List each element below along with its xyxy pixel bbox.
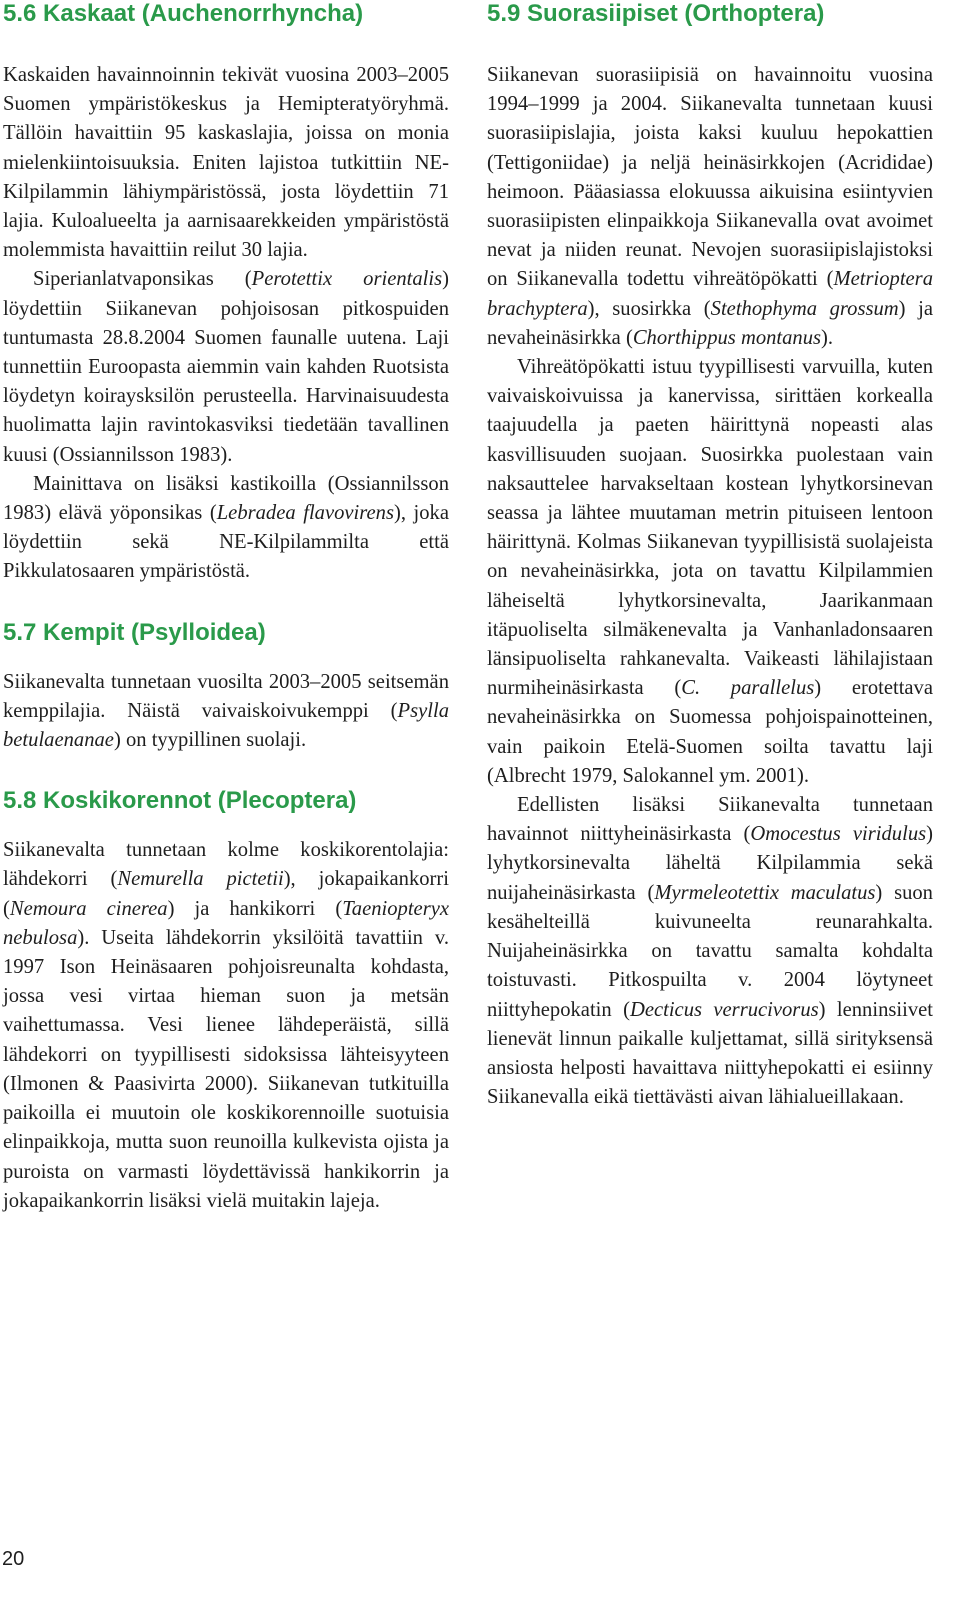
section-5-6-heading: 5.6 Kaskaat (Auchenorrhyncha)	[3, 0, 364, 27]
section-5-6-paragraph-1: Kaskaiden havainnoinnin tekivät vuosina 2003–2005 Suomen ympäristökeskus ja Hemipteratyöryhmä. Tällöin havaittiin 95 kaskaslajia, joissa on monia mielenkiintoisuuksia. Eniten lajistoa tutkittiin NE-Kilpilammin lähiympäristössä, josta löydettiin 71 lajia. Kuloalueelta ja aarnisaarekkeiden ympäristöstä molemmista havaittiin reilut 30 lajia.	[3, 64, 449, 262]
section-5-6-paragraph-3: Mainittava on lisäksi kastikoilla (Ossiannilsson 1983) elävä yöponsikas (Lebradea flavovirens), joka löydettiin sekä NE-Kilpilammilta että Pikkulatosaaren ympäristöstä.	[3, 472, 449, 583]
section-5-9-paragraph-3: Edellisten lisäksi Siikanevalta tunnetaan havainnot niittyheinäsirkasta (Omocestus viridulus) lyhytkorsinevalta läheltä Kilpilammia sekä nuijaheinäsirkasta (Myrmeleotettix maculatus) suon kesähelteillä kuivuneelta reunarahkalta. Nuijaheinäsirkka on tavattu samalta kohdalta toistuvasti. Pitkospuilta v. 2004 löytyneet niittyhepokatin (Decticus verrucivorus) lenninsiivet lienevät linnun paikalle kuljettamat, sillä sirityksensä ansiosta helposti havaittava niittyhepokatti ei esiinny Siikanevalla eikä tiettävästi aivan lähialueillakaan.	[487, 794, 933, 1109]
section-5-9-paragraph-1: Siikanevan suorasiipisiä on havainnoitu vuosina 1994–1999 ja 2004. Siikanevalta tunnetaan kuusi suorasiipislajia, joista kaksi kuuluu hepokattien (Tettigoniidae) ja neljä heinäsirkkojen (Acrididae) heimoon. Pääasiassa elokuussa aikuisina esiintyvien suorasiipisten elinpaikkoja Siikanevalla ovat avoimet nevat ja niiden reunat. Nevojen suorasiipislajistoksi on Siikanevalla todettu vihreätöpökatti (Metrioptera brachyptera), suosirkka (Stethophyma grossum) ja nevaheinäsirkka (Chorthippus montanus).	[487, 64, 933, 349]
section-5-7-paragraph-1: Siikanevalta tunnetaan vuosilta 2003–2005 seitsemän kemppilajia. Näistä vaivaiskoivukemppi (Psylla betulaenanae) on tyypillinen suolaji.	[3, 670, 449, 752]
section-5-8-heading: 5.8 Koskikorennot (Plecoptera)	[3, 787, 357, 815]
section-5-6-paragraph-2: Siperianlatvaponsikas (Perotettix orientalis) löydettiin Siikanevan pohjoisosan pitkospuiden tuntumasta 28.8.2004 Suomen faunalle uutena. Laji tunnettiin Euroopasta aiemmin vain kahden Ruotsista löydetyn koiraysksilön perusteella. Harvinaisuudesta huolimatta lajin ravintokasviksi tiedetään tavallinen kuusi (Ossiannilsson 1983).	[3, 268, 449, 466]
left-column	[3, 0, 449, 1216]
section-5-7-heading: 5.7 Kempit (Psylloidea)	[3, 618, 266, 646]
page-number: 20	[2, 1548, 25, 1570]
section-5-9-heading: 5.9 Suorasiipiset (Orthoptera)	[487, 0, 825, 27]
section-5-8-paragraph-1: Siikanevalta tunnetaan kolme koskikorentolajia: lähdekorri (Nemurella pictetii), jokapaikankorri (Nemoura cinerea) ja hankikorri (Taeniopteryx nebulosa). Useita lähdekorrin yksilöitä tavattiin v. 1997 Ison Heinäsaaren pohjoisreunalta kohdasta, jossa vesi virtaa hieman suon ja metsän vaihettumassa. Vesi lienee lähdeperäistä, sillä lähdekorri on tyypillisesti sidoksissa lähteisyyteen (Ilmonen & Paasivirta 2000). Siikanevan tutkituilla paikoilla ei muutoin ole koskikorennoille suotuisia elinpaikkoja, mutta suon reunoilla kulkevista ojista ja puroista on varmasti löydettävissä hankikorrin ja jokapaikankorrin lisäksi vielä muitakin lajeja.	[3, 839, 449, 1212]
section-5-9-paragraph-2: Vihreätöpökatti istuu tyypillisesti varvuilla, kuten vaivaiskoivuissa ja kanervissa, sirittäen korkealla taajuudella ja paeten häirittynä nopeasti alas kasvillisuuden suojaan. Suosirkka puolestaan vain naksauttelee harvakseltaan kostean lyhytkorsinevan seassa ja lähtee muutaman metrin pituiseen lentoon häirittynä. Kolmas Siikanevan tyypillisistä suolajeista on nevaheinäsirkka, jota on tavattu Kilpilammien läheiseltä lyhytkorsinevalta, Jaarikanmaan itäpuoliselta silmäkenevalta ja Vanhanladonsaaren länsipuoliselta rahkanevalta. Vaikeasti lähilajistaan nurmiheinäsirkasta (C. parallelus) erotettava nevaheinäsirkka on Suomessa pohjoispainotteinen, vain paikoin Etelä-Suomen soilta tavattu laji (Albrecht 1979, Salokannel ym. 2001).	[487, 356, 933, 787]
right-column	[487, 0, 933, 1112]
